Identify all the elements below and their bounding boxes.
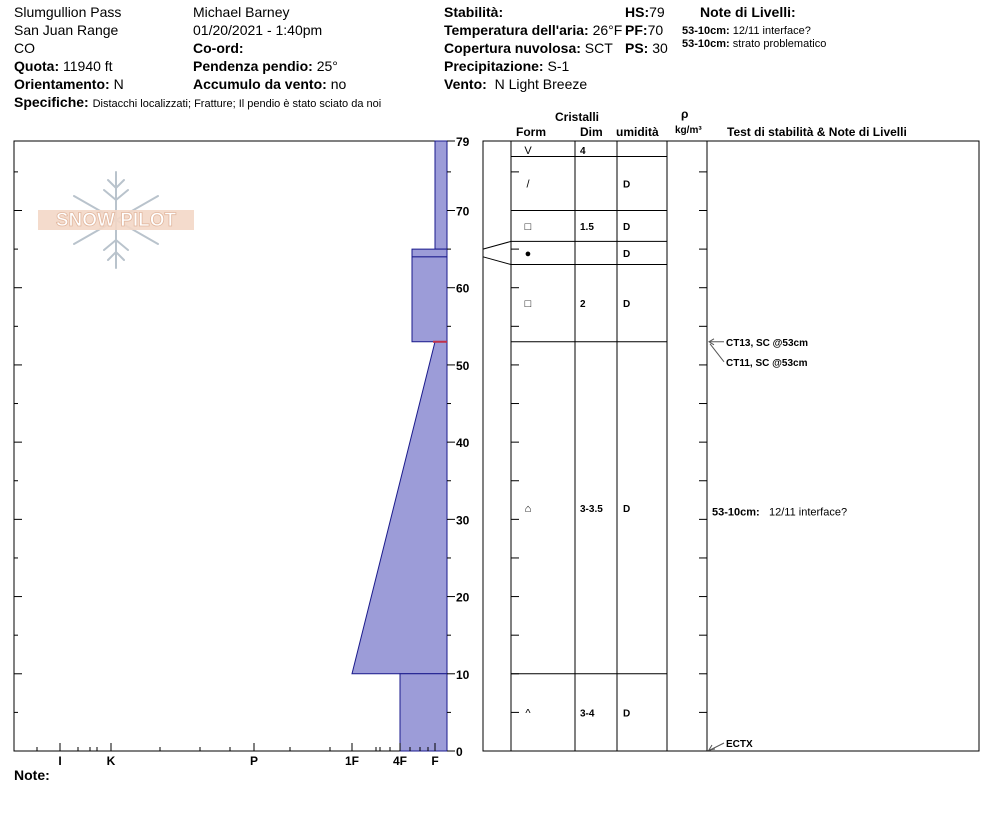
- depth-label-0: 0: [456, 745, 463, 759]
- stability-label: Stabilità:: [444, 4, 504, 20]
- wind-label: Vento:: [444, 76, 487, 92]
- density-symbol: ρ: [681, 107, 689, 121]
- hardness-layer-5: [400, 674, 447, 751]
- coord-label: Co-ord:: [193, 40, 244, 56]
- elevation-label: Quota:: [14, 58, 60, 74]
- layer-notes-title: Note di Livelli:: [700, 4, 796, 20]
- wind-value: N Light Breeze: [494, 76, 588, 92]
- observer: Michael Barney: [193, 4, 290, 20]
- layer-6-moisture: D: [623, 503, 631, 515]
- hardness-layer-3: [412, 257, 447, 342]
- wind-load-value: no: [330, 76, 347, 92]
- hardness-tick-label-1F: 1F: [344, 754, 360, 768]
- layer-7-form: ^: [525, 707, 531, 720]
- size-header: Dim: [580, 125, 603, 139]
- hardness-tick-label-4F: 4F: [392, 754, 408, 768]
- layer-6-form: ⌂: [524, 502, 532, 515]
- layer-3-form: □: [524, 220, 532, 233]
- layer-4-form: ●: [524, 247, 532, 260]
- layer-4-moisture: D: [623, 248, 631, 260]
- air-temp-label: Temperatura dell'aria:: [444, 22, 589, 38]
- location-name: Slumgullion Pass: [14, 4, 122, 20]
- depth-label-60: 60: [456, 281, 470, 296]
- test-2-label: CT11, SC @53cm: [726, 357, 808, 369]
- test-1-label: CT13, SC @53cm: [726, 337, 809, 349]
- layer-7-moisture: D: [623, 708, 631, 720]
- hardness-layer-4: [352, 342, 447, 674]
- hardness-layer-1: [435, 141, 447, 249]
- hardness-tick-label-K: K: [106, 754, 116, 768]
- notes-label: Note:: [14, 767, 50, 783]
- pf-label: PF:: [625, 22, 648, 38]
- depth-label-30: 30: [456, 513, 470, 528]
- hardness-tick-label-F: F: [431, 754, 439, 768]
- tests-header: Test di stabilità & Note di Livelli: [727, 125, 907, 139]
- ps-label: PS:: [625, 40, 649, 56]
- depth-label-10: 10: [456, 667, 470, 682]
- hardness-tick-label-P: P: [249, 754, 259, 768]
- hs-value: 79: [649, 4, 665, 20]
- test-2-arrow: [710, 344, 724, 362]
- layer-1-form: V: [524, 145, 532, 157]
- state: CO: [14, 40, 35, 56]
- layer-note-text: 12/11 interface?: [769, 506, 848, 519]
- layer-3-moisture: D: [623, 221, 631, 233]
- layer-7-size: 3-4: [580, 708, 595, 720]
- logo-text: SNOW PILOT: [55, 210, 177, 231]
- precip-value: S-1: [547, 58, 570, 74]
- moisture-header: umidità: [616, 125, 659, 139]
- layer-2-form: /: [526, 178, 530, 191]
- test-3-arrow: [710, 743, 724, 750]
- layer-5-moisture: D: [623, 299, 631, 311]
- specifics-value: Distacchi localizzati; Fratture; Il pendio è stato sciato da noi: [92, 98, 382, 110]
- layer-3-size: 1.5: [580, 221, 594, 233]
- depth-label-79: 79: [456, 135, 470, 149]
- aspect-label: Orientamento:: [14, 76, 110, 92]
- specifics-label: Specifiche:: [14, 94, 89, 110]
- test-3-label: ECTX: [726, 739, 753, 750]
- layer-note-1-depth: 53-10cm:: [682, 25, 730, 37]
- layer-1-size: 4: [580, 146, 586, 157]
- density-unit: kg/m³: [675, 125, 702, 136]
- slope-value: 25°: [316, 58, 338, 74]
- air-temp-value: 26°F: [592, 22, 623, 38]
- layer-2-moisture: D: [623, 179, 631, 191]
- wind-load-label: Accumulo da vento:: [193, 76, 327, 92]
- datetime: 01/20/2021 - 1:40pm: [193, 22, 323, 38]
- hardness-layer-2: [412, 249, 447, 257]
- hs-label: HS:: [625, 4, 650, 20]
- connector-66: [483, 241, 511, 249]
- layer-note-1-text: 12/11 interface?: [732, 25, 811, 37]
- layer-6-size: 3-3.5: [580, 503, 603, 515]
- crystals-header: Cristalli: [555, 110, 600, 124]
- slope-label: Pendenza pendio:: [193, 58, 313, 74]
- stratigraphy-frame: [483, 141, 979, 751]
- mountain-range: San Juan Range: [14, 22, 119, 38]
- layer-5-form: □: [524, 298, 532, 311]
- connector-63: [483, 257, 511, 265]
- depth-label-50: 50: [456, 358, 470, 373]
- depth-label-70: 70: [456, 204, 470, 219]
- depth-label-40: 40: [456, 436, 470, 451]
- precip-label: Precipitazione:: [444, 58, 544, 74]
- ps-value: 30: [652, 40, 668, 56]
- hardness-tick-label-I: I: [58, 754, 62, 768]
- form-header: Form: [516, 125, 546, 139]
- elevation-value: 11940 ft: [63, 58, 113, 74]
- depth-label-20: 20: [456, 590, 470, 605]
- aspect-value: N: [113, 76, 124, 92]
- layer-note-2-depth: 53-10cm:: [682, 38, 730, 50]
- layer-note-2-text: strato problematico: [732, 38, 827, 50]
- pf-value: 70: [647, 22, 664, 38]
- layer-5-size: 2: [580, 299, 586, 311]
- cloud-value: SCT: [584, 40, 613, 56]
- cloud-label: Copertura nuvolosa:: [444, 40, 581, 56]
- layer-note-depth: 53-10cm:: [712, 506, 760, 519]
